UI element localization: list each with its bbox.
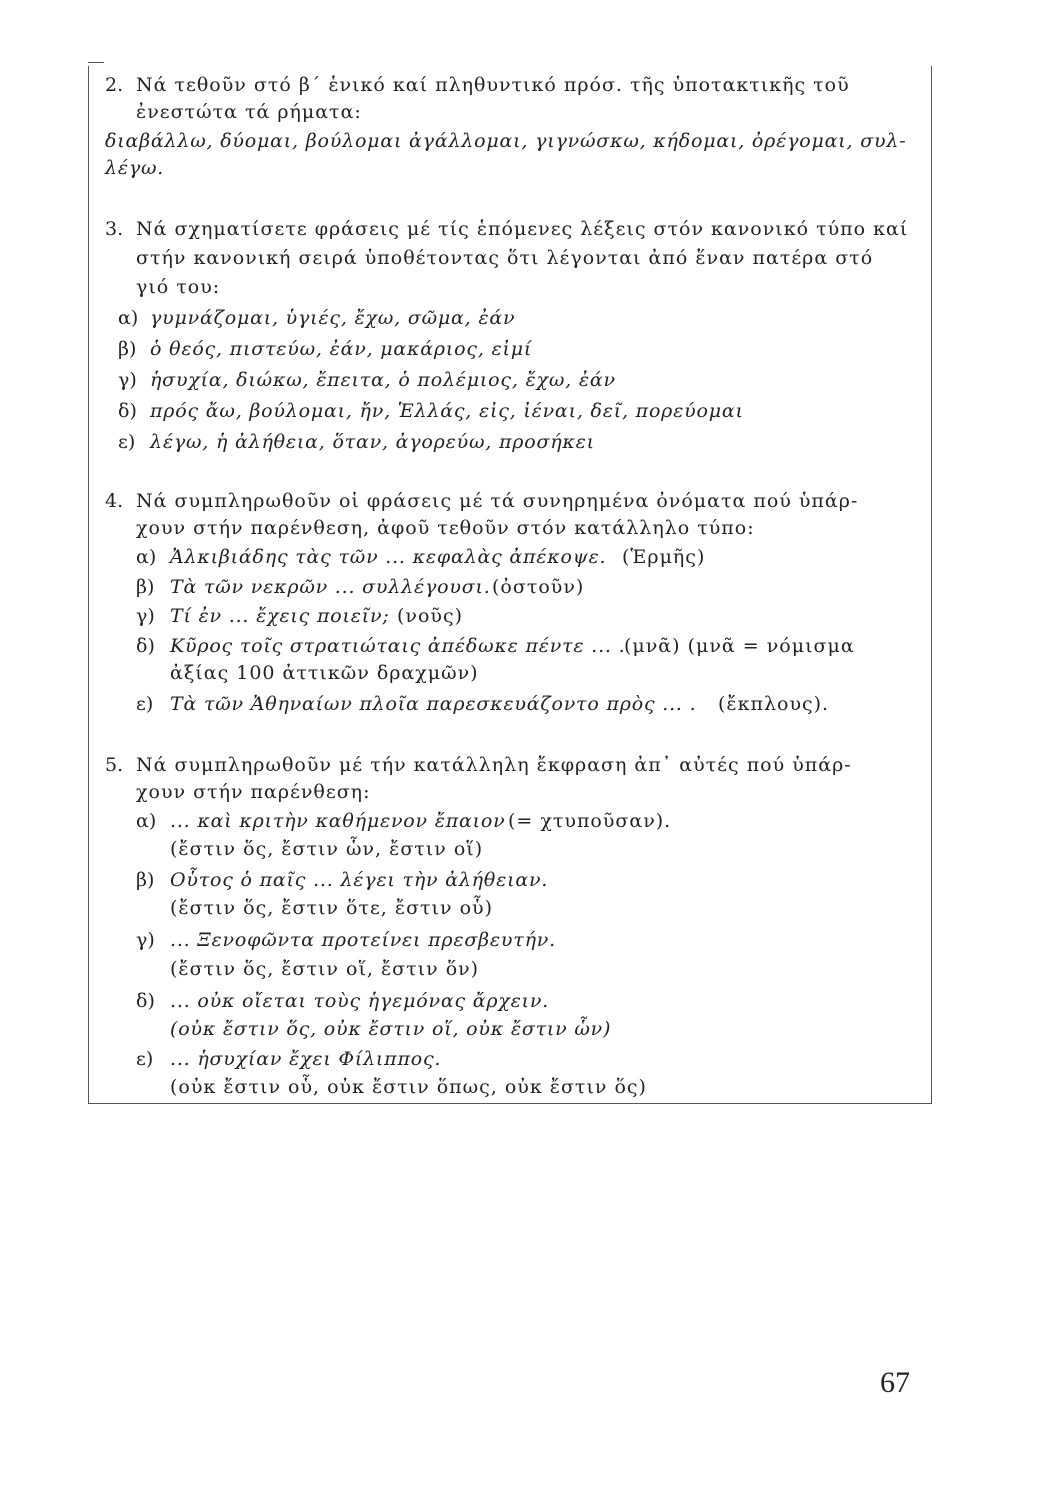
- exercise-5-item-label: δ): [136, 990, 155, 1012]
- exercise-5-item-options: (οὐκ ἔστιν οὗ, οὐκ ἔστιν ὅπως, οὐκ ἔστιν ὅς): [170, 1076, 647, 1098]
- exercise-3-line-3: γιό του:: [136, 276, 221, 298]
- exercise-3-item-label: ε): [118, 431, 136, 453]
- exercise-4-item-hint: (νοῦς): [397, 605, 464, 627]
- exercise-3-item-text: πρός ἄω, βούλομαι, ἤν, Ἑλλάς, εἰς, ἰέναι, δεῖ, πορεύομαι: [150, 400, 744, 422]
- exercise-4-item-hint: (Ἑρμῆς): [622, 546, 706, 568]
- exercise-5-line-2: χουν στήν παρένθεση:: [136, 781, 371, 803]
- exercise-3-line-1: Νά σχηματίσετε φράσεις μέ τίς ἑπόμενες λέξεις στόν κανονικό τύπο καί: [136, 218, 909, 240]
- exercise-5-item-gloss: (= χτυποῦσαν).: [508, 810, 672, 832]
- exercise-4-item-label: β): [136, 576, 155, 598]
- exercise-3-number: 3.: [105, 218, 124, 240]
- exercise-2-line-1: Νά τεθοῦν στό β΄ ἑνικό καί πληθυντικό πρόσ. τῆς ὑποτακτικῆς τοῦ: [136, 74, 850, 96]
- exercise-4-item-hint-cont: ἀξίας 100 ἀττικῶν δραχμῶν): [170, 662, 479, 684]
- exercise-5-line-1: Νά συμπληρωθοῦν μέ τήν κατάλληλη ἔκφραση ἀπ᾽ αὐτές πού ὑπάρ-: [136, 754, 852, 776]
- exercise-3-item-label: β): [118, 338, 137, 360]
- exercise-2-verbs-1: διαβάλλω, δύομαι, βούλομαι ἀγάλλομαι, γιγνώσκω, κήδομαι, ὀρέγομαι, συλ-: [105, 130, 907, 152]
- exercise-5-item-options: (ἔστιν ὅς, ἔστιν ὅτε, ἔστιν οὗ): [170, 897, 493, 919]
- exercise-4-item-hint: (ὀστοῦν): [492, 576, 585, 598]
- exercise-4-item-hint: (μνᾶ) (μνᾶ = νόμισμα: [624, 635, 855, 657]
- exercise-4-item-label: α): [136, 546, 157, 568]
- page-number: 67: [880, 1366, 910, 1399]
- exercise-4-item-label: δ): [136, 635, 155, 657]
- exercise-4-item-text: Ἀλκιβιάδης τὰς τῶν ... κεφαλὰς ἀπέκοψε.: [170, 546, 607, 568]
- exercise-2-verbs-2: λέγω.: [105, 157, 165, 179]
- exercise-5-number: 5.: [105, 754, 124, 776]
- exercise-4-item-text: Τὰ τῶν Ἀθηναίων πλοῖα παρεσκευάζοντο πρὸς ... .: [170, 693, 697, 715]
- exercise-3-item-text: λέγω, ἡ ἀλήθεια, ὅταν, ἀγορεύω, προσήκει: [150, 431, 595, 453]
- exercise-5-item-label: γ): [136, 929, 155, 951]
- exercise-5-item-text: ... ἡσυχίαν ἔχει Φίλιππος.: [170, 1048, 442, 1070]
- exercise-3-item-label: δ): [118, 400, 137, 422]
- frame-top-tick: [88, 62, 104, 64]
- exercise-2-number: 2.: [105, 74, 124, 96]
- exercise-4-item-hint: (ἔκπλους).: [718, 693, 830, 715]
- exercise-3-line-2: στήν κανονική σειρά ὑποθέτοντας ὅτι λέγονται ἀπό ἕναν πατέρα στό: [136, 247, 874, 269]
- exercise-5-item-label: α): [136, 810, 157, 832]
- exercise-4-item-text: Τί ἐν ... ἔχεις ποιεῖν;: [170, 605, 390, 627]
- exercise-4-item-label: γ): [136, 605, 155, 627]
- exercise-5-item-text: ... οὐκ οἴεται τοὺς ἡγεμόνας ἄρχειν.: [170, 990, 550, 1012]
- exercise-5-item-options: (ἔστιν ὅς, ἔστιν ὧν, ἔστιν οἵ): [170, 838, 484, 860]
- exercise-4-item-label: ε): [136, 693, 154, 715]
- exercise-5-item-options: (οὐκ ἔστιν ὅς, οὐκ ἔστιν οἵ, οὐκ ἔστιν ὧν): [170, 1018, 612, 1040]
- exercise-5-item-label: β): [136, 869, 155, 891]
- exercise-3-item-label: α): [118, 307, 139, 329]
- exercise-3-item-text: ἡσυχία, διώκω, ἔπειτα, ὁ πολέμιος, ἔχω, ἐάν: [150, 369, 616, 391]
- exercise-5-item-options: (ἔστιν ὅς, ἔστιν οἵ, ἔστιν ὅν): [170, 958, 480, 980]
- exercise-4-number: 4.: [105, 490, 124, 512]
- exercise-4-line-2: χουν στήν παρένθεση, ἀφοῦ τεθοῦν στόν κατάλληλο τύπο:: [136, 517, 755, 539]
- exercise-4-item-text: Τὰ τῶν νεκρῶν ... συλλέγουσι.: [170, 576, 491, 598]
- exercise-5-item-text: ... καὶ κριτὴν καθήμενον ἔπαιον: [170, 810, 506, 832]
- exercise-3-item-text: γυμνάζομαι, ὑγιές, ἔχω, σῶμα, ἐάν: [150, 307, 516, 329]
- exercise-4-line-1: Νά συμπληρωθοῦν οἱ φράσεις μέ τά συνηρημένα ὀνόματα πού ὑπάρ-: [136, 490, 859, 512]
- exercise-5-item-text: ... Ξενοφῶντα προτείνει πρεσβευτήν.: [170, 929, 556, 951]
- exercise-2-line-2: ἐνεστώτα τά ρήματα:: [136, 101, 362, 123]
- exercise-5-item-text: Οὗτος ὁ παῖς ... λέγει τὴν ἀλήθειαν.: [170, 869, 549, 891]
- exercise-4-item-text: Κῦρος τοῖς στρατιώταις ἀπέδωκε πέντε ... .: [170, 635, 626, 657]
- exercise-3-item-text: ὁ θεός, πιστεύω, ἐάν, μακάριος, εἰμί: [150, 338, 533, 360]
- exercise-3-item-label: γ): [118, 369, 137, 391]
- exercise-5-item-label: ε): [136, 1048, 154, 1070]
